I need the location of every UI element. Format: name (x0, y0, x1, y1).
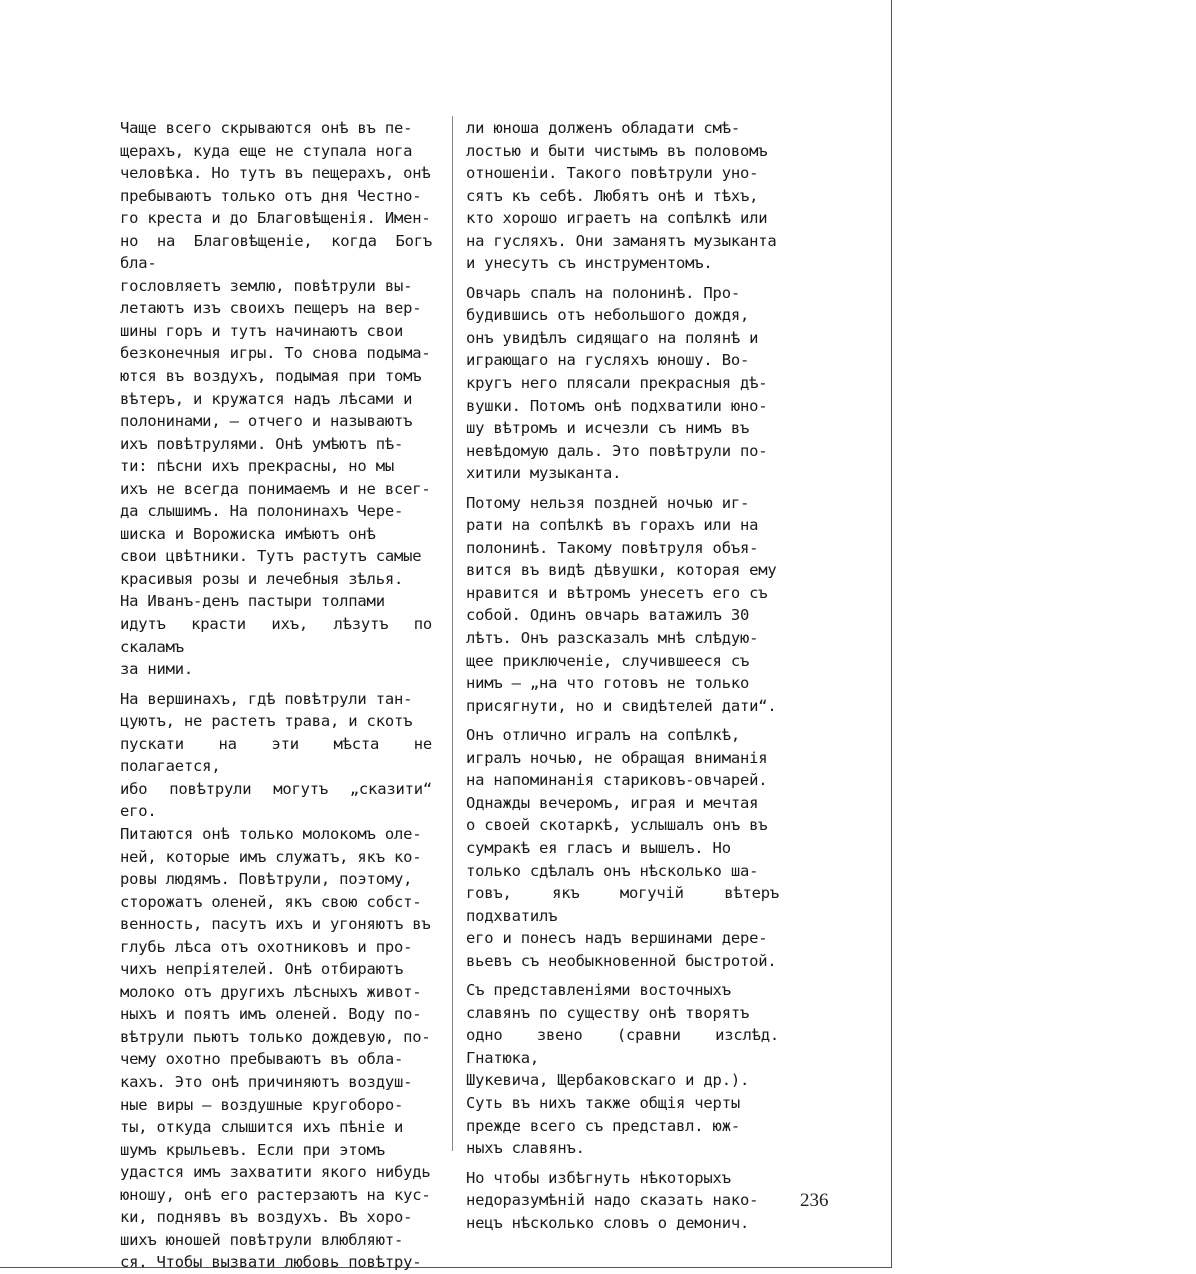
paragraph: Овчарь спалъ на полонинѣ. Про- будившись отъ небольшого дождя, онъ увидѣлъ сидящаго на полянѣ и играющаго на гусляхъ юношу. Во- кругъ него плясали прекрасныя дѣ- вушки. Потомъ онѣ подхватили юно- шу вѣтромъ и исчезли съ нимъ въ невѣдомую даль. Это повѣтрули по- хитили музыканта. (466, 283, 768, 483)
paragraph: Онъ отлично игралъ на сопѣлкѣ, игралъ ночью, не обращая вниманія на напоминанія стариковъ-овчарей. Однажды вечеромъ, играя и мечтая о своей скотаркѣ, услышалъ онъ въ сумракѣ ея гласъ и вышелъ. Но только сдѣлалъ онъ нѣсколько ша- говъ, якъ могучій вѣтеръ подхватилъ его и понесъ надъ вершинами дере- вьевъ съ необыкновенной быстротой. (466, 726, 779, 970)
paragraph: Но чтобы избѣгнуть нѣкоторыхъ недоразумѣній надо сказать нако- нецъ нѣсколько словъ о демонич. (466, 1168, 759, 1232)
paragraph: ли юноша долженъ обладати смѣ- лостью и быти чистымъ въ половомъ отношеніи. Такого повѣтрули уно- сятъ къ себѣ. Любятъ онѣ и тѣхъ, кто хорошо играетъ на сопѣлкѣ или на гусляхъ. Они заманятъ музыканта и унесутъ съ инструментомъ. (466, 119, 777, 273)
column-divider (452, 116, 453, 1151)
page-number: 236 (800, 1190, 829, 1211)
right-text-column (466, 117, 779, 1234)
paragraph: Потому нельзя поздней ночью иг- рати на сопѣлкѣ въ горахъ или на полонинѣ. Такому повѣтруля объя- вится въ видѣ дѣвушки, которая ему нравится и вѣтромъ унесетъ его съ собой. Одинъ овчарь ватажилъ 30 лѣтъ. Онъ разсказалъ мнѣ слѣдую- щее приключеніе, случившееся съ нимъ — „на что готовъ не только присягнути, но и свидѣтелей дати“. (466, 493, 777, 715)
paragraph: На вершинахъ, гдѣ повѣтрули тан- цуютъ, не растетъ трава, и скотъ пускати на эти мѣста не полагается, ибо повѣтрули могутъ „сказити“ его. Питаются онѣ только молокомъ оле- ней, которые имъ служатъ, якъ ко- ровы людямъ. Повѣтрули, поэтому, сторожатъ оленей, якъ свою собст- венность, пасутъ ихъ и угоняютъ въ глубь лѣса отъ охотниковъ и про- чихъ непріятелей. Онѣ отбираютъ молоко отъ другихъ лѣсныхъ живот- ныхъ и поятъ имъ оленей. Воду по- вѣтрули пьютъ только дождевую, по- чему охотно пребываютъ въ обла- кахъ. Это онѣ причиняютъ воздуш- ные виры — воздушные кругоборо- ты, откуда слышится ихъ пѣніе и шумъ крыльевъ. Если при этомъ удастся имъ захватити якого нибудь юношу, онѣ его растерзаютъ на кус- ки, поднявъ въ воздухъ. Въ хоро- шихъ юношей повѣтрули влюбляют- ся. Чтобы вызвати любовь повѣтру- (120, 689, 432, 1272)
paragraph: Съ представленіями восточныхъ славянъ по существу онѣ творятъ одно звено (сравни изслѣд. Гнатюка, Шукевича, Щербаковскаго и др.). Суть въ нихъ также общія черты прежде всего съ представл. юж- ныхъ славянъ. (466, 981, 779, 1158)
paragraph: Чаще всего скрываются онѣ въ пе- щерахъ, куда еще не ступала нога человѣка. Но тутъ въ пещерахъ, онѣ пребываютъ только отъ дня Честно- го креста и до Благовѣщенія. Имен- но на Благовѣщеніе, когда Богъ бла- гословляетъ землю, повѣтрули вы- летаютъ изъ своихъ пещеръ на вер- шины горъ и тутъ начинаютъ свои безконечныя игры. То снова подыма- ются въ воздухъ, подымая при томъ вѣтеръ, и кружатся надъ лѣсами и полонинами, — отчего и называютъ ихъ повѣтрулями. Онѣ умѣютъ пѣ- ти: пѣсни ихъ прекрасны, но мы ихъ не всегда понимаемъ и не всег- да слышимъ. На полонинахъ Чере- шиска и Ворожиска имѣютъ онѣ свои цвѣтники. Тутъ растутъ самые красивыя розы и лечебныя зѣлья. На Иванъ-денъ пастыри толпами идутъ красти ихъ, лѣзутъ по скаламъ за ними. (120, 119, 432, 679)
left-text-column (120, 117, 432, 1274)
